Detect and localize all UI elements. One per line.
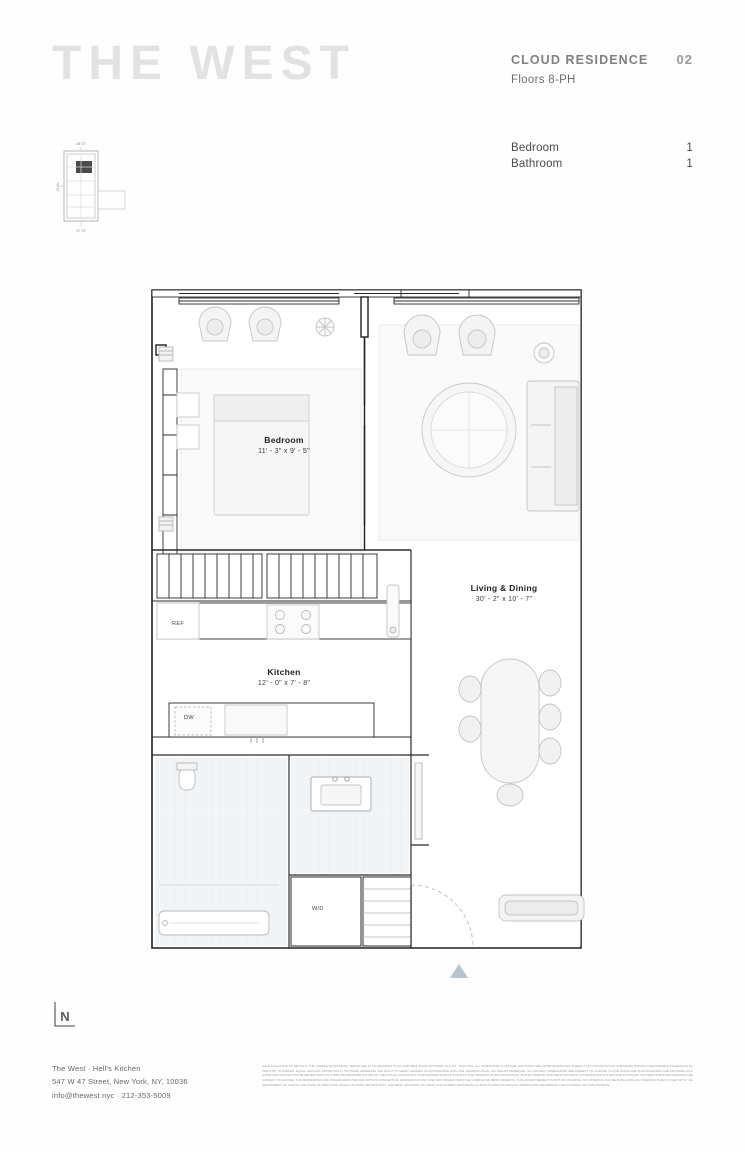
footer-address-line-2: 547 W 47 Street, New York, NY, 10036: [52, 1077, 188, 1087]
floor-plan-svg: [139, 285, 594, 950]
room-name-kitchen: Kitchen: [267, 667, 301, 677]
room-name-bedroom: Bedroom: [264, 435, 304, 445]
footer-address-line-1: The West · Hell's Kitchen: [52, 1064, 141, 1073]
spec-value-bathroom: 1: [686, 158, 693, 170]
spec-label-bedroom: Bedroom: [511, 142, 560, 154]
key-plan-label-bottom: 47 ST: [76, 229, 86, 233]
appliance-label-dw: DW: [184, 715, 194, 721]
key-plan-label-top: 48 ST: [76, 142, 86, 146]
key-plan: [52, 137, 152, 237]
appliance-label-ref: REF: [172, 621, 185, 627]
legal-disclaimer: SOLE EXCLUSIVE OF METIALS. THE COMPLETE OFFERING TERMS ARE IN AN OFFERING PLAN AVAILABLE FROM SPONSOR FILE NO. CD19-0011. ALL DIMENSIONS & SQUARE FOOTAGES ARE APPROXIMATE AND SUBJECT TO CONSTRUCTION VARIANCES WITHIN A REASONABLE TOLERANCE OF INDUSTRY STANDARD. EQUAL HOUSING OPPORTUNITY. SPONSOR RESERVES THE RIGHT TO MAKE CHANGES IN ACCORDANCE WITH THE OFFERING PLAN. ALL RIGHTS RESERVED. ALL PROJECT DIMENSIONS ARE SUBJECT TO CHANGE. FLOOR PLANS AND PLAN DIAGRAMS ARE PROVIDED AS A GUIDE AND SHOULD NOT BE RELIED UPON AS A PRECISE REPRESENTATION OF THE ACTUAL CONDITIONS. PURCHASERS SHOULD CONSULT THE OFFERING PLAN FOR DETAILS ON THE INTERIOR AND PARTITION WALL LOCATIONS AND ALL SQUARE FOOTAGES. ALL DEPICTIONS AND FINISHES ARE SUBJECT TO CHANGE. THE RENDERINGS AND IMAGES DEPICTED ARE ARTISTS CONCEPTUAL RENDERINGS ONLY AND MAY DIFFER FROM THE COMPLETED IMPROVEMENTS. THIS ADVERTISEMENT IS NOT AN OFFERING. NO OFFERING CAN BE MADE UNTIL AN OFFERING PLAN IS FILED WITH THE DEPARTMENT OF LAW OF THE STATE OF NEW YORK. EQUAL HOUSING OPPORTUNITY. THE WEST, SPONSOR: 547 WEST 47TH STREET PARTNERS LLC AND ITS AGENTS MAKE NO WARRANTIES REGARDING THE ACCURACY OF THIS MATERIAL.: [262, 1064, 693, 1087]
residence-specs: [511, 140, 693, 172]
north-arrow-glyph: [449, 963, 469, 979]
key-plan-graphic: [52, 137, 152, 237]
footer-address-line-3: info@thewest.nyc · 212-353-5009: [52, 1090, 171, 1100]
spec-label-bathroom: Bathroom: [511, 158, 563, 170]
room-dims-living-dining: 30' - 2" x 10' - 7": [475, 595, 533, 603]
spec-row-bedroom: [511, 140, 693, 156]
brand-wordmark: THE WEST: [52, 37, 356, 90]
residence-title-row: [511, 52, 693, 67]
residence-floors: Floors 8-PH: [511, 74, 576, 86]
room-dims-kitchen: 12' - 0" x 7' - 8": [257, 679, 311, 687]
logo-mark: [52, 1000, 78, 1030]
key-plan-label-left: 11 AV: [56, 182, 60, 192]
appliance-label-wd: W/D: [312, 906, 324, 912]
svg-text:N: N: [60, 1009, 70, 1024]
room-name-living-dining: Living & Dining: [470, 583, 538, 593]
room-dims-bedroom: 11' - 3" x 9' - 5": [258, 447, 310, 455]
residence-name: CLOUD RESIDENCE: [511, 53, 649, 67]
logo-mark-glyph: [52, 1000, 78, 1030]
spec-value-bedroom: 1: [686, 142, 693, 154]
residence-number: 02: [676, 52, 693, 67]
floor-plan-drawing: [139, 285, 594, 950]
spec-row-bathroom: [511, 156, 693, 172]
residence-info: [511, 52, 693, 86]
footer-address: [52, 1062, 188, 1102]
north-arrow: [449, 963, 469, 979]
